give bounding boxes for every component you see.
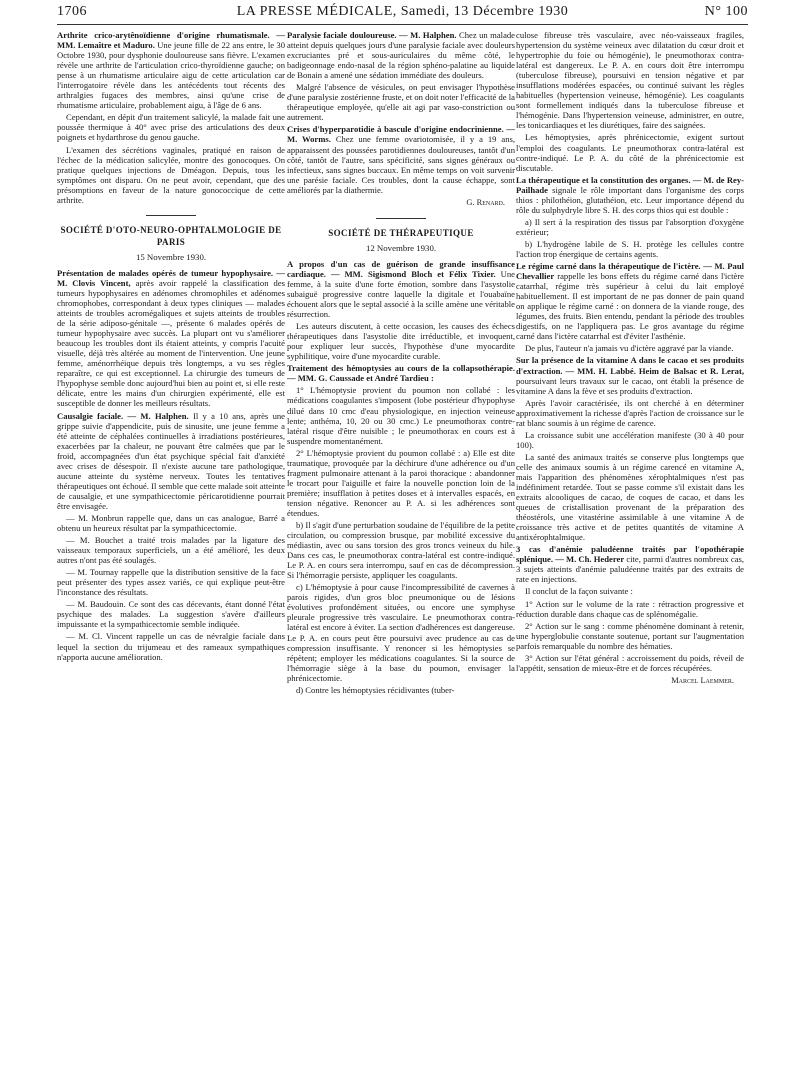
column-1 (57, 30, 285, 1075)
article-heading: 3 cas d'anémie paludéenne traités par l'opothérapie splénique. — M. Ch. Hederer (516, 544, 744, 565)
article-heading: Causalgie faciale. — M. Halphen. (57, 410, 189, 421)
paragraph: Malgré l'absence de vésicules, on peut envisager l'hypothèse d'une paralysie zostérienne fruste, et on doit noter l'efficacité de la thérapeutique employée, qu'elle ait agi par vaso-constriction ou autrement. (287, 82, 515, 123)
article-text: Une jeune fille de 22 ans entre, le 30 Octobre 1930, pour dysphonie douloureuse sans fièvre. L'examen révèle une arthrite de l'articulation crico-thyroïdienne gauche; on pense à un rhumatisme articulaire aigu de cette articulation car l'interrogatoire révèle dans les antécédents tout récents des arthralgies fugaces des membres, ainsi qu'une crise de rhumatisme articulaire, probablement aigu, à l'âge de 6 ans. (57, 40, 285, 111)
paragraph: Il conclut de la façon suivante : (525, 586, 633, 597)
article-text: Chez un malade atteint depuis quelques jours d'une paralysie faciale avec douleurs excruciantes pré et sous-auriculaires du même côté, le badigeonnage endo-nasal de la région sphéno-palatine au liquide de Bonain a amené une sédation immédiate des douleurs. (287, 30, 515, 81)
paragraph: La croissance subit une accélération manifeste (30 à 40 pour 100). (516, 429, 744, 450)
paragraph (287, 124, 515, 194)
paragraph: d) Contre les hémoptysies récidivantes (tuber- (296, 684, 455, 695)
article-heading: Sur la présence de la vitamine A dans le cacao et ses produits d'extraction. — MM. H. Labbé. Heim de Balsac et R. Lerat, (516, 355, 744, 376)
paragraph: b) L'hydrogène labile de S. H. protège les cellules contre l'action trop énergique de certains agents. (516, 238, 744, 259)
paragraph: Les auteurs discutent, à cette occasion, les causes des échecs thérapeutiques dans l'asystolie dite irréductible, et invoquent, pour expliquer leur succès, l'hypothèse d'une myocardite syphilitique, voire d'une myocardite curable. (287, 321, 515, 362)
paragraph: 2° Action sur le sang : comme phénomène dominant à retenir, une hyperglobulie constante soutenue, portant sur l'augmentation parfois remarquable du nombre des hématies. (516, 620, 744, 651)
paragraph: — M. Monbrun rappelle que, dans un cas analogue, Barré a obtenu un heureux résultat par la sympathicectomie. (57, 512, 285, 534)
section-divider (146, 215, 196, 216)
article-heading: Paralysie faciale douloureuse. — M. Halphen. (287, 30, 457, 40)
article-heading: Présentation de malades opérés de tumeur hypophysaire. — M. Clovis Vincent, (57, 267, 285, 288)
publication-title: LA PRESSE MÉDICALE, Samedi, 13 Décembre 1930 (236, 4, 569, 19)
paragraph: 2° L'hémoptysie provient du poumon collabé : a) Elle est dite traumatique, provoquée par la déchirure d'une adhérence ou d'un fragment pulmonaire attenant à la paroi thoracique : abandonner le trocart pour l'aiguille et faire la nouvelle ponction loin de la première; insufflation à petites doses et à intervalles espacés, en tension négative. Renoncer au P. A. si les adhérences sont étendues. (287, 447, 515, 518)
paragraph: Les hémoptysies, après phrénicectomie, exigent surtout l'emploi des coagulants. Le pneumothorax contra-latéral est contre-indiqué. Le P. A. du côté de la phrénicectomie est discutable. (516, 132, 744, 173)
paragraph: a) Il sert à la respiration des tissus par l'absorption d'oxygène extérieur; (516, 216, 744, 237)
paragraph: 1° Action sur le volume de la rate : rétraction progressive et réduction durable dans chaque cas de splénomégalie. (516, 598, 744, 619)
section-divider (376, 218, 426, 219)
column-3 (516, 30, 744, 1075)
paragraph: Après l'avoir caractérisée, ils ont cherché à en déterminer approximativement la richesse d'après l'action de croissance sur le rat blanc soumis à un régime de carence. (516, 397, 744, 428)
paragraph: 3° Action sur l'état général : accroissement du poids, réveil de l'appétit, sensation de mieux-être et de forces récupérées. (516, 652, 744, 673)
paragraph: La santé des animaux traités se conserve plus longtemps que celle des animaux soumis à un régime carencé en vitamine A, mais l'apparition des phénomènes xérophtalmiques n'est pas indéfiniment retardée. Tout se passe comme s'il existait dans les extraits alcooliques de cacao, de coques de cacao, et dans les queues de cristallisation provenant de la préparation des théostérols, une vitastérine assimilable à une vitamine A de croissance très active et de petites quantités de vitamine A antixérophtalmique. (516, 451, 744, 543)
paragraph (516, 175, 744, 215)
paragraph (57, 268, 285, 409)
paragraph (516, 544, 744, 584)
paragraph: 1° L'hémoptysie provient du poumon non collabé : les médications coagulantes s'imposent (lobe postérieur d'hypophyse dilué dans 10 cmc d'eau physiologique, en injection veineuse lente; anthéma, 10, 20 ou 30 cmc.) Le pneumothorax contre-latéral risque d'être nuisible ; le pneumothorax en cours est à suspendre momentanément. (287, 385, 515, 446)
paragraph (287, 30, 515, 80)
paragraph (516, 261, 744, 341)
issue-number: N° 100 (704, 4, 748, 19)
article-text: signale le rôle important dans l'organisme des corps thios : philothéion, glutathéion, etc. Leur importance dépend du rôle du sulphydryle libre S. H. des corps thios qui est double : (516, 184, 744, 215)
paragraph: culose fibreuse très vasculaire, avec néo-vaisseaux fragiles, hypertension du système veineux avec dilatation du cœur droit et hypertrophie du foie ou hémogénie), le pneumothorax contra-latéral est dangereux. Le P. A. en cours doit être interrompu (tuberculose fibreuse), poursuivi en tension négative et par insufflations modérées espacées, ou continué suivant les règles habituelles (hypertension veineuse, hémogénie). Les coagulants sont formellement indiqués dans la tuberculose fibreuse et l'hémogénie. Dans l'hypertension veineuse, administrer, en outre, les tonicardiaques et les diurétiques, faire des saignées. (516, 30, 744, 131)
article-heading: Arthrite crico-arytênoïdienne d'origine rhumatismale. — MM. Lemaître et Maduro. (57, 30, 285, 51)
paragraph: Cependant, en dépit d'un traitement salicylé, la malade fait une poussée thermique à 40° avec prise des articulations des deux poignets et hydarthrose du genou gauche. (57, 112, 285, 143)
author-signature: Marcel Laemmer. (671, 675, 734, 685)
paragraph: — M. Tournay rappelle que la distribution sensitive de la face peut présenter des types assez variés, ce qui explique peut-être l'inconstance des résultats. (57, 567, 285, 598)
society-heading: SOCIÉTÉ DE THÉRAPEUTIQUE (328, 227, 474, 238)
paragraph: De plus, l'auteur n'a jamais vu d'ictère aggravé par la viande. (525, 343, 734, 354)
article-text: poursuivant leurs travaux sur le cacao, ont établi la présence de vitamine A dans la fève et ses produits d'extraction. (516, 375, 744, 396)
article-text: rappelle les bons effets du régime carné dans l'ictère catarrhal, régime très supérieur à celui du lait employé habituellement. Il est important de ne pas donner de pain quand on applique le régime carné : on donnera de la viande rouge, des légumes, des fruits. Bien entendu, pendant la période des troubles digestifs, on ne l'appliquera pas. Le gros avantage du régime carné dans l'ictère catarrhal est d'éviter l'asthénie. (516, 271, 744, 342)
article-heading: A propos d'un cas de guérison de grande insuffisance cardiaque. — MM. Sigismond Bloch et Félix Tixier. (287, 258, 515, 279)
session-date: 15 Novembre 1930. (135, 251, 207, 262)
article-text: Une femme, à la suite d'une forte émotion, sombre dans l'asystolie subaiguë progressive contre laquelle la digitale et l'ouabaïne échouent alors que le septal associé à la scille amène une véritable résurrection. (287, 268, 515, 320)
page-number: 1706 (57, 4, 87, 19)
author-signature: G. Renard. (466, 197, 505, 207)
paragraph: — M. Cl. Vincent rappelle un cas de névralgie faciale dans lequel la section du trijumeau et des rameaux sympathiques n'apporta aucune amélioration. (57, 631, 285, 662)
session-date: 12 Novembre 1930. (365, 242, 437, 253)
paragraph (516, 355, 744, 395)
article-text: cite, parmi d'autres nombreux cas, 3 sujets atteints d'anémie paludéenne traités par des extraits de rate en injections. (516, 554, 744, 585)
paragraph: b) Il s'agit d'une perturbation soudaine de l'équilibre de la petite circulation, ou compression brusque, par mobilité excessive du médiastin, avec ou sans torsion des gros troncs veineux du hile. Dans ces cas, le pneumothorax contra-latéral est contre-indiqué. Le P. A. en cours sera interrompu, sauf en cas de décompression. Si l'hémorragie persiste, appliquer les coagulants. (287, 520, 515, 581)
article-heading: Le régime carné dans la thérapeutique de l'ictère. — M. Paul Chevallier (516, 261, 744, 282)
society-heading: SOCIÉTÉ D'OTO-NEURO-OPHTALMOLOGIE DE PARIS (60, 224, 282, 247)
page-header (57, 4, 748, 24)
paragraph: — M. Bouchet a traité trois malades par la ligature des vaisseaux temporaux superficiels, un a été amélioré, les deux autres n'ont pas été soulagés. (57, 535, 285, 566)
article-text: Il y a 10 ans, après une grippe suivie d'appendicite, puis de sinusite, une jeune femme a été atteinte de céphalées continuelles à irradiations postérieures, exacerbées par la chaleur, ne pouvant être calmées que par le froid, accompagnées d'un état psychique spécial fait d'anxiété avec crises de désespoir. Il n'existe aucune tare pathologique, aucune atteinte du système nerveux. Toutes les tentatives thérapeutiques ont échoué. Il semble que cette malade soit atteinte de causalgie, et une sympathicectomie péricarotidienne pourrait être envisagée. (57, 410, 285, 511)
article-text: Chez une femme ovariotomisée, il y a 19 ans, apparaissent des poussées parotidiennes douloureuses, tantôt d'un côté, tantôt de l'autre, sans spécificité, sans signes généraux ou infectieux, sans signes buccaux. En même temps on voit survenir une parésie faciale. Ces troubles, dont la cause échappe, sont améliorés par la diathermie. (287, 134, 515, 195)
paragraph (57, 411, 285, 511)
paragraph (57, 30, 285, 110)
article-heading: La thérapeutique et la constitution des organes. — M. de Rey-Pailhade (516, 174, 744, 195)
header-rule (57, 24, 748, 25)
article-heading: Crises d'hyperparotidie à bascule d'origine endocrinienne. — M. Worms. (287, 124, 515, 145)
paragraph: — M. Baudouin. Ce sont des cas décevants, étant donné l'état psychique des malades. La suggestion s'avère d'ailleurs impuissante et la sympathicectomie semble indiquée. (57, 599, 285, 630)
column-2 (287, 30, 515, 1075)
article-heading: Traitement des hémoptysies au cours de la collapsothérapie. — MM. G. Caussade et André Tardieu : (287, 363, 515, 384)
paragraph: L'examen des sécrétions vaginales, pratiqué en raison de l'échec de la médication salicylée, montre des gonocoques. On pratique quelques injections de Dméagon. Depuis, tous les symptômes ont disparu. On ne peut avoir, cependant, que des présomptions en faveur de la nature gonococcique de cette arthrite. (57, 144, 285, 205)
article-text: après avoir rappelé la classification des tumeurs hypophysaires en adénomes chromophiles et adénomes chromophobes, correspondant à deux types cliniques — malades atteints de troubles acromégaliques et sujets atteints de troubles de la série adiposo-génitale —, présente 6 malades opérés de tumeur hypophysaire avec succès. La plupart ont vu s'améliorer beaucoup les troubles dont ils étaient atteints, y compris l'acuité visuelle, déjà très altérée au moment de l'intervention. Une jeune femme, aménorrhéique depuis très longtemps, a vu ses règles reparaître, ce qui est exceptionnel. La chirurgie des tumeurs de l'hypophyse semble donc aujourd'hui bien au point et, si elle reste délicate, entre les mains d'un chirurgien expérimenté, elle est susceptible de donner les meilleurs résultats. (57, 277, 285, 409)
paragraph: c) L'hémoptysie à pour cause l'incompressibilité de cavernes à parois rigides, d'un gros bloc pneumonique ou de lésions évolutives profondément situées, ou encore une symphyse pleurale progressive très vasculaire. Le pneumothorax contra-latéral est encore à éviter. La section d'adhérences est dangereuse. Le P. A. en cours peut être poursuivi avec prudence au cas de compression insuffisante. Y renoncer si les hémoptysies se répètent; employer les médications coagulantes. Si la source de l'hémorragie siège à la base du poumon, envisager la phrénicectomie. (287, 582, 515, 683)
paragraph (287, 259, 515, 319)
